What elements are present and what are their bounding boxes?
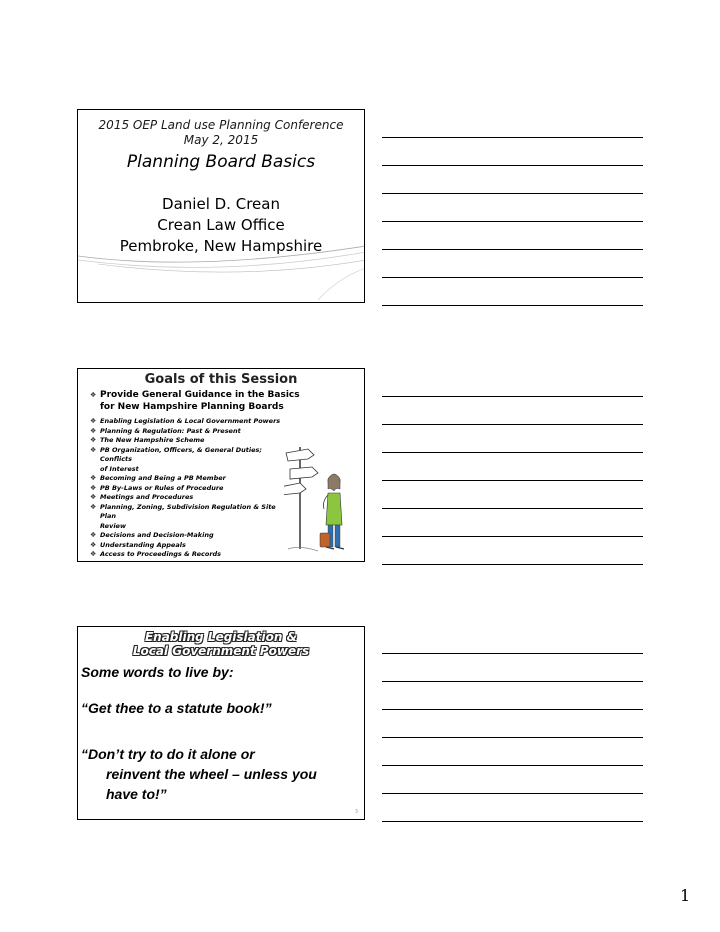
slide-2-thumbnail <box>77 368 365 562</box>
bullet-icon: ❖ <box>90 445 97 454</box>
slide-title: Planning Board Basics <box>126 152 316 172</box>
bullet-icon: ❖ <box>90 531 97 539</box>
note-line <box>382 221 643 222</box>
note-line <box>382 137 643 138</box>
list-item: ❖ Planning & Regulation: Past & Present <box>90 426 241 435</box>
conference-date: May 2, 2015 <box>183 133 259 147</box>
note-line <box>382 765 643 766</box>
title-line: Local Government Powers <box>132 644 310 658</box>
bullet-icon: ❖ <box>90 493 97 501</box>
list-item-continued: Review <box>100 521 126 530</box>
list-item: ❖ Understanding Appeals <box>90 540 186 549</box>
lead-bullet <box>90 389 300 413</box>
note-line <box>382 277 643 278</box>
quote-text: “Don’t try to do it alone or <box>81 746 255 762</box>
quote-text: reinvent the wheel – unless you <box>106 766 317 782</box>
note-line <box>382 508 643 509</box>
note-line <box>382 305 643 306</box>
note-line <box>382 681 643 682</box>
lead-text: Provide General Guidance in the Basics <box>100 390 300 400</box>
note-line <box>382 653 643 654</box>
bullet-icon: ❖ <box>90 502 97 511</box>
sign-arrow-left <box>286 449 314 461</box>
slide-3-thumbnail <box>77 626 365 820</box>
bullet-icon: ❖ <box>90 550 97 558</box>
slide-number: 3 <box>354 809 358 815</box>
slide-title <box>78 630 364 658</box>
conference-title: 2015 OEP Land use Planning Conference <box>98 118 344 132</box>
topic-list <box>90 417 290 560</box>
presenter-name: Daniel D. Crean <box>162 195 280 213</box>
note-line <box>382 737 643 738</box>
quote-text: have to!” <box>106 786 167 802</box>
note-line <box>382 709 643 710</box>
bullet-icon: ❖ <box>90 474 97 482</box>
note-line <box>382 452 643 453</box>
note-line <box>382 424 643 425</box>
bullet-icon: ❖ <box>90 426 97 435</box>
note-line <box>382 564 643 565</box>
note-line <box>382 165 643 166</box>
presenter-firm: Crean Law Office <box>157 216 285 234</box>
note-line <box>382 821 643 822</box>
bullet-icon: ❖ <box>90 391 97 399</box>
list-item: ❖ Access to Proceedings & Records <box>90 550 222 558</box>
sign-arrow-left <box>284 483 306 495</box>
note-line <box>382 536 643 537</box>
body-text: Some words to live by: <box>81 664 234 680</box>
presenter-location: Pembroke, New Hampshire <box>119 237 323 255</box>
list-item-continued: of Interest <box>100 464 139 473</box>
list-item: ❖ Planning, Zoning, Subdivision Regulation & Site Plan <box>90 502 276 520</box>
bullet-icon: ❖ <box>90 483 97 492</box>
list-item: ❖ PB By-Laws or Rules of Procedure <box>90 483 224 492</box>
quote-text: “Get thee to a statute book!” <box>81 700 272 716</box>
list-item: ❖ PB Organization, Officers, & General Duties; Conflicts <box>90 445 262 463</box>
note-line <box>382 480 643 481</box>
bullet-icon: ❖ <box>90 540 97 549</box>
list-item: ❖ Becoming and Being a PB Member <box>90 474 226 482</box>
list-item: ❖ The New Hampshire Scheme <box>90 436 205 444</box>
decorative-swoosh <box>78 238 365 303</box>
page-number: 1 <box>680 886 691 905</box>
list-item: ❖ Meetings and Procedures <box>90 493 194 501</box>
conference-name <box>78 118 364 148</box>
bullet-icon: ❖ <box>90 436 97 444</box>
note-line <box>382 249 643 250</box>
lead-text: for New Hampshire Planning Boards <box>100 402 284 412</box>
bullet-icon: ❖ <box>90 417 97 425</box>
list-item: ❖ Decisions and Decision-Making <box>90 531 214 539</box>
note-line <box>382 193 643 194</box>
title-line: Enabling Legislation & <box>144 630 298 644</box>
slide-1-thumbnail <box>77 109 365 303</box>
list-item: ❖ Enabling Legislation & Local Government Powers <box>90 417 281 425</box>
note-line <box>382 793 643 794</box>
sign-arrow-right <box>290 467 318 479</box>
note-line <box>382 396 643 397</box>
signpost-figure-illustration <box>284 429 356 559</box>
slide-title: Goals of this Session <box>144 372 298 387</box>
